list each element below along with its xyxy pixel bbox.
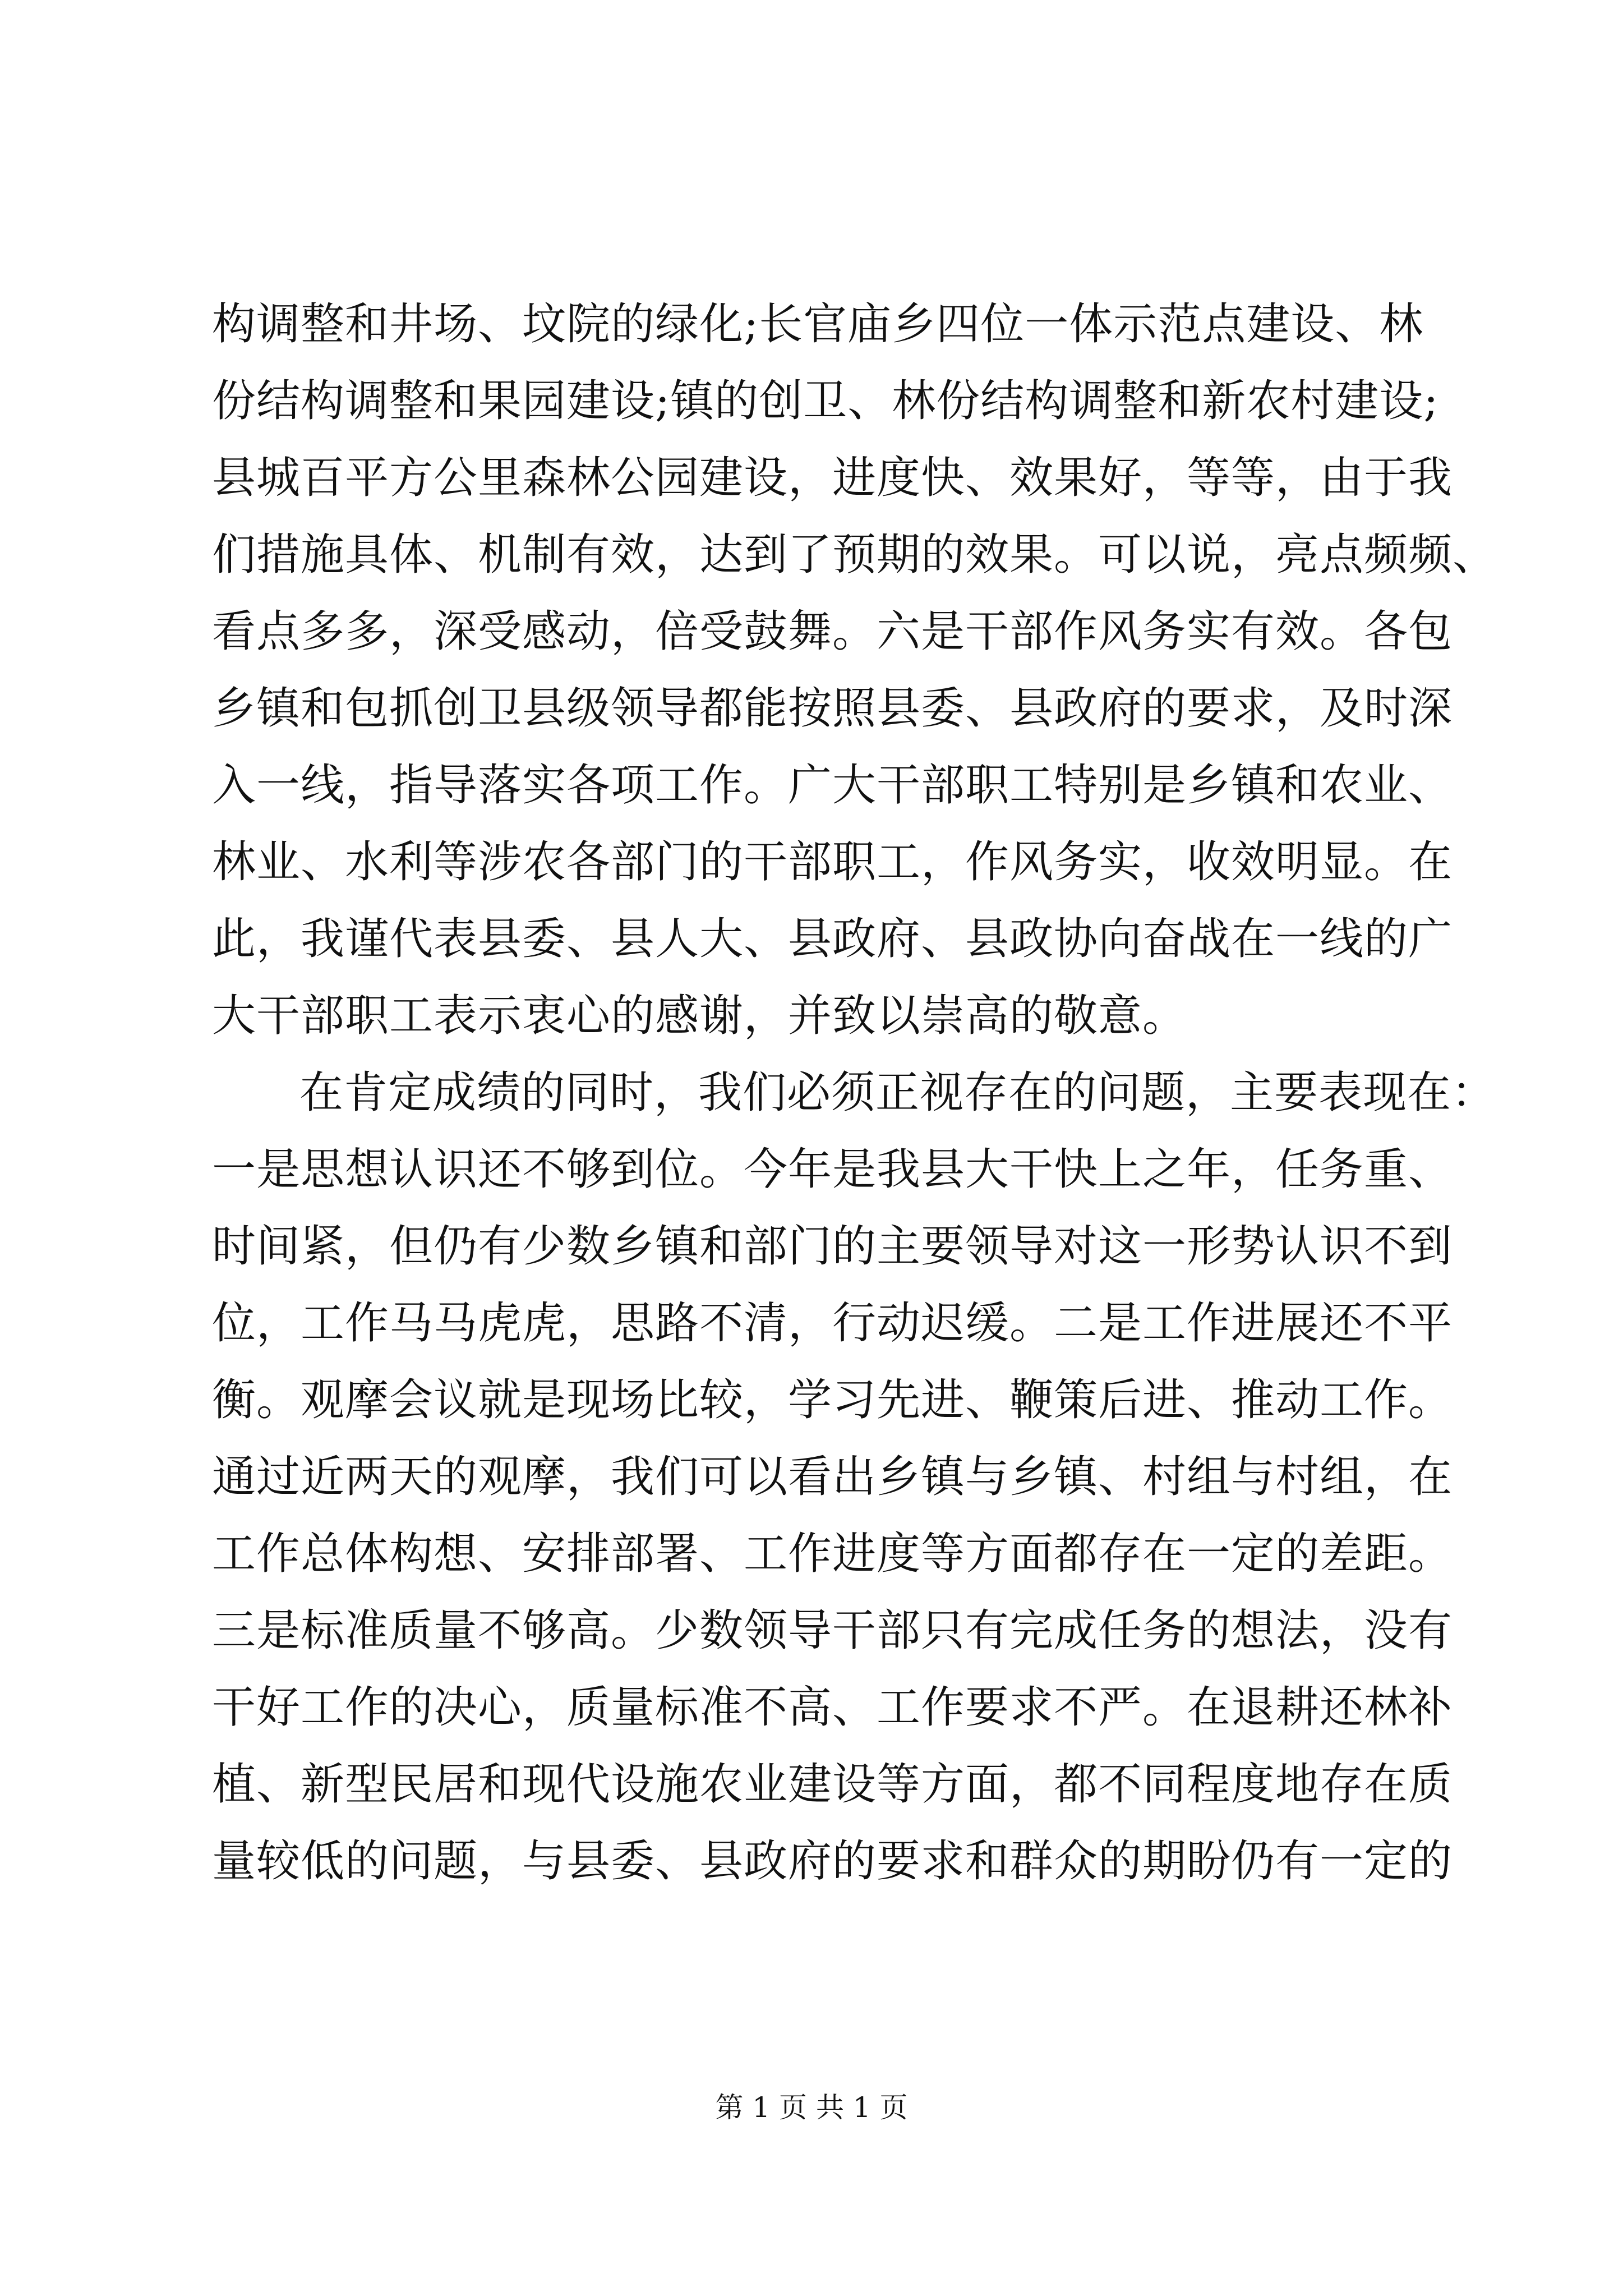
text-line: 大干部职工表示衷心的感谢，并致以崇高的敬意。 xyxy=(212,991,1187,1041)
paragraph-first-line: 在肯定成绩的同时，我们必须正视存在的问题，主要表现在： xyxy=(299,1068,1496,1118)
text-line: 量较低的问题，与县委、县政府的要求和群众的期盼仍有一定的 xyxy=(212,1836,1453,1887)
text-line: 此，我谨代表县委、县人大、县政府、县政协向奋战在一线的广 xyxy=(212,914,1453,964)
page-footer: 第 1 页 共 1 页 xyxy=(715,2091,908,2124)
text-line: 乡镇和包抓创卫县级领导都能按照县委、县政府的要求，及时深 xyxy=(212,683,1453,734)
text-line: 工作总体构想、安排部署、工作进度等方面都存在一定的差距。 xyxy=(212,1529,1453,1579)
text-line: 植、新型民居和现代设施农业建设等方面，都不同程度地存在质 xyxy=(212,1759,1453,1810)
document-body xyxy=(212,286,1497,1900)
text-line: 一是思想认识还不够到位。今年是我县大干快上之年，任务重、 xyxy=(212,1144,1453,1195)
text-line: 时间紧，但仍有少数乡镇和部门的主要领导对这一形势认识不到 xyxy=(212,1221,1453,1272)
text-line: 林业、水利等涉农各部门的干部职工，作风务实，收效明显。在 xyxy=(212,837,1453,887)
text-line: 县城百平方公里森林公园建设，进度快、效果好，等等，由于我 xyxy=(212,453,1453,503)
text-line: 干好工作的决心，质量标准不高、工作要求不严。在退耕还林补 xyxy=(212,1682,1453,1733)
text-line: 看点多多，深受感动，倍受鼓舞。六是干部作风务实有效。各包 xyxy=(212,606,1453,657)
text-line: 三是标准质量不够高。少数领导干部只有完成任务的想法，没有 xyxy=(212,1605,1453,1656)
text-line: 份结构调整和果园建设;镇的创卫、林份结构调整和新农村建设; xyxy=(212,376,1439,426)
text-line: 位，工作马马虎虎，思路不清，行动迟缓。二是工作进展还不平 xyxy=(212,1298,1453,1349)
text-line: 构调整和井场、坟院的绿化;长官庙乡四位一体示范点建设、林 xyxy=(212,299,1424,349)
text-line: 衡。观摩会议就是现场比较，学习先进、鞭策后进、推动工作。 xyxy=(212,1375,1453,1425)
text-line: 们措施具体、机制有效，达到了预期的效果。可以说，亮点频频、 xyxy=(212,530,1497,580)
text-line: 入一线，指导落实各项工作。广大干部职工特别是乡镇和农业、 xyxy=(212,760,1453,811)
text-line: 通过近两天的观摩，我们可以看出乡镇与乡镇、村组与村组，在 xyxy=(212,1452,1453,1502)
